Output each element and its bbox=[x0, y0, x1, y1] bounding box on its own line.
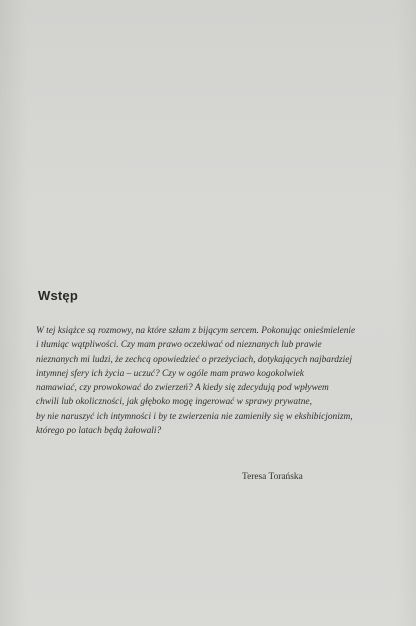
paragraph-line: by nie naruszyć ich intymności i by te zwierzenia nie zamieniły się w ekshibicjonizm, bbox=[36, 411, 353, 422]
paragraph-line: nieznanych mi ludzi, że zechcą opowiedzieć o przeżyciach, dotykających najbardziej bbox=[36, 354, 352, 365]
paragraph-line: i tłumiąc wątpliwości. Czy mam prawo oczekiwać od nieznanych lub prawie bbox=[36, 340, 322, 351]
paragraph-line: chwili lub okoliczności, jak głęboko mogę ingerować w sprawy prywatne, bbox=[36, 397, 312, 408]
paragraph-line: którego po latach będą żałowali? bbox=[36, 426, 162, 437]
paragraph-line: W tej książce są rozmowy, na które szłam z bijącym sercem. Pokonując onieśmielenie bbox=[36, 326, 356, 336]
paragraph-line: intymnej sfery ich życia – uczuć? Czy w ogóle mam prawo kogokolwiek bbox=[36, 368, 304, 379]
paragraph-line: namawiać, czy prowokować do zwierzeń? A kiedy się zdecydują pod wpływem bbox=[36, 383, 329, 394]
intro-paragraph bbox=[36, 324, 388, 438]
chapter-heading: Wstęp bbox=[38, 288, 78, 303]
author-signature: Teresa Torańska bbox=[242, 472, 303, 482]
